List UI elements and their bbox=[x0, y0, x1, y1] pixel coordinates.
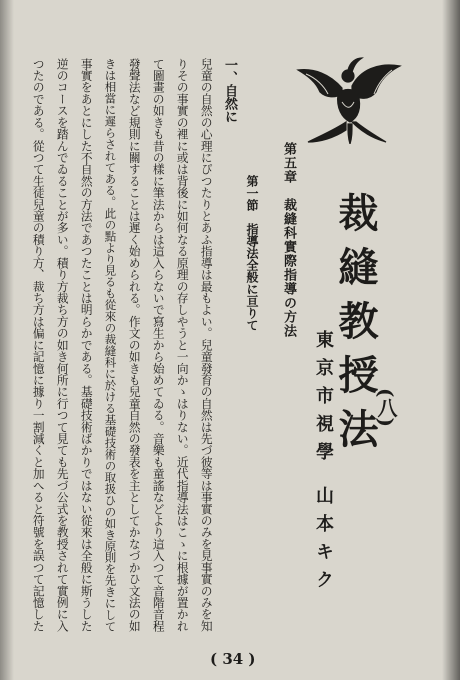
body-text-line: 發聲法など規則に關することは遲く始められる。作文の如きも兒童自然の發表を主としてかなづかひ文法の如 bbox=[127, 58, 142, 632]
body-text-line: 事實をあとにした不自然の方法であつたことは明らかである。基礎技術ばかりではない從來は全般に斯うした bbox=[79, 58, 94, 632]
section-heading: 第一節 指導法全般に亘りて bbox=[245, 175, 259, 331]
body-text-line: 逆のコースを踏んでゐることが多い。積り方裁ち方の如き何所に行つて見ても先づ公式を教授されて實例に入 bbox=[55, 58, 70, 632]
chapter-heading: 第五章 裁縫科實際指導の方法 bbox=[281, 142, 296, 338]
body-text-line: きは相當に遲らされてある。此の點より見るも從來の裁縫科に於ける基礎技術の取扱ひの如き原則を先きにして bbox=[103, 58, 118, 632]
body-text-line: りその事實の裡に或は背後に如何なる原理の存しやうと一向かゝはりない。近代指導法はこゝに根據が置かれ bbox=[175, 58, 190, 632]
author-name: 東京市視學 山本キク bbox=[313, 330, 334, 599]
body-text-line: て圖畫の如きも昔の樣に筆法からは這入らないで寫生から始めてゐる。音樂も童謠などより這入つて音階音程 bbox=[151, 58, 166, 632]
body-text-line: 兒童の自然の心理にぴつたりとあふ指導は最もよい。兒童發育の自然は先づ彼等は事實のみを見事實のみを知 bbox=[199, 58, 214, 632]
phoenix-emblem bbox=[290, 48, 410, 144]
body-text-line: つたのである。從つて生徒兒童の積り方、裁ち方は偏に記憶に據り一割減くと加へると符號を誤つて記憶した bbox=[31, 58, 46, 632]
page-number: ( 34 ) bbox=[210, 650, 256, 668]
page-edge-shadow bbox=[442, 0, 460, 680]
article-title: 裁縫教授法 bbox=[332, 192, 379, 462]
subsection-heading: 一、自然に bbox=[222, 58, 237, 123]
volume-number: (八) bbox=[374, 388, 398, 427]
page-gutter-shadow bbox=[0, 0, 14, 680]
